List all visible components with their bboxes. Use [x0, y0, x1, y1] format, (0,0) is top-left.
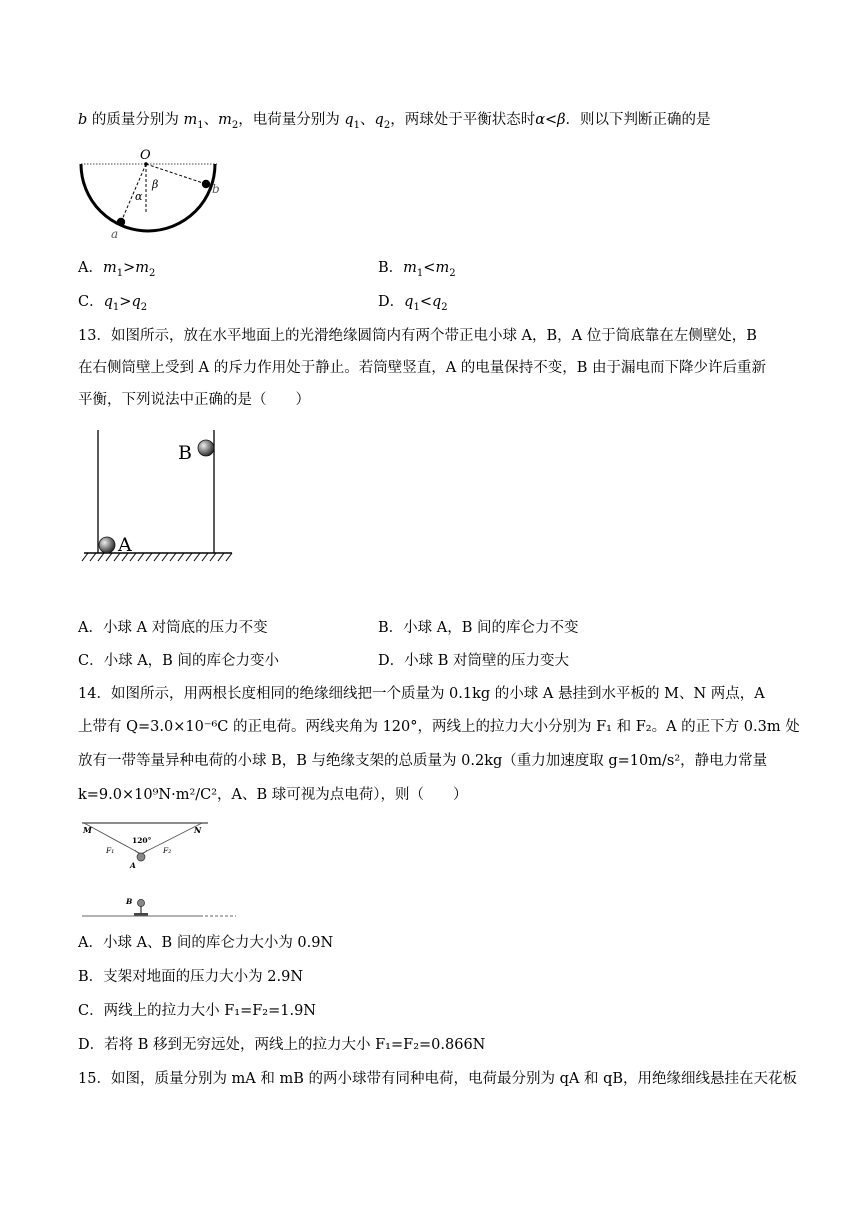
q14-stem-line2: 上带有 Q=3.0×10⁻⁶C 的正电荷。两线夹角为 120°，两线上的拉力大小分别为 F₁ 和 F₂。A 的正下方 0.3m 处 — [78, 719, 800, 735]
q12-option-b-op: < — [423, 260, 436, 276]
q12-option-b[interactable] — [378, 258, 456, 278]
q12-label-b: b — [212, 182, 220, 196]
q12-stem-sep2: 、 — [360, 112, 375, 128]
q12-label-beta: β — [152, 178, 159, 191]
q12-option-b-rsub: 2 — [449, 267, 456, 279]
q14-label-n: N — [194, 825, 202, 835]
q12-option-a-rsub: 2 — [149, 267, 156, 279]
q14-stem-line4: k=9.0×10⁹N·m²/C²，A、B 球可视为点电荷），则（ ） — [78, 787, 468, 803]
q12-option-b-lhs: m — [403, 260, 417, 276]
q15-stem-line1: 15．如图，质量分别为 mA 和 mB 的两小球带有同种电荷，电荷最分别为 qA 和 qB，用绝缘细线悬挂在天花板 — [78, 1071, 798, 1087]
q12-bowl — [81, 164, 215, 231]
q12-ball-b — [202, 180, 210, 188]
q14-option-c[interactable]: C．两线上的拉力大小 F₁=F₂=1.9N — [78, 1003, 316, 1019]
q13-stem-line2: 在右侧筒壁上受到 A 的斥力作用处于静止。若筒壁竖直，A 的电量保持不变，B 由于漏电而下降少许后重新 — [78, 360, 767, 376]
q12-stem-text4: ．则以下判断正确的是 — [565, 112, 711, 128]
q12-option-d-letter: D． — [378, 294, 405, 310]
q12-option-a-letter: A． — [78, 260, 103, 276]
q12-option-d-lhs: q — [404, 294, 414, 310]
q12-stem: b 的质量分别为 $m_1$、$m_2$，电荷量分别为 $q_1$、$q_2$，两球处于平衡状态时α<β．则以下判断正确的是 — [78, 112, 711, 131]
q12-option-b-rhs: m — [435, 260, 450, 276]
q14-stem-line3: 放有一带等量异种电荷的小球 B，B 与绝缘支架的总质量为 0.2kg（重力加速度取 g=10m/s²，静电力常量 — [78, 753, 768, 769]
q12-option-d-rsub: 2 — [441, 301, 448, 313]
q14-label-m: M — [83, 825, 92, 835]
q13-figure — [80, 428, 240, 568]
q14-option-d[interactable]: D．若将 B 移到无穷远处，两线上的拉力大小 F₁=F₂=0.866N — [78, 1037, 486, 1053]
q12-option-a-op: > — [123, 260, 136, 276]
q12-option-d-rhs: q — [431, 294, 442, 310]
q12-stem-q2: q — [374, 112, 384, 128]
q13-ground-hatch — [82, 553, 232, 561]
q14-ball-a — [137, 853, 145, 861]
q12-option-d-op: < — [419, 294, 432, 310]
q12-option-a-rhs: m — [135, 260, 150, 276]
q12-ball-a — [117, 218, 125, 226]
q13-ball-a — [99, 537, 115, 553]
q14-option-b[interactable]: B．支架对地面的压力大小为 2.9N — [78, 969, 304, 985]
q12-option-c-letter: C． — [78, 294, 104, 310]
q13-option-d[interactable]: D．小球 B 对筒壁的压力变大 — [378, 653, 569, 669]
q13-stem-line1: 13．如图所示，放在水平地面上的光滑绝缘圆筒内有两个带正电小球 A，B，A 位于筒底靠在左侧壁处，B — [78, 328, 757, 344]
q14-label-b: B — [126, 897, 133, 906]
q12-stem-condition: α<β — [535, 112, 566, 128]
q12-option-c-lsub: 1 — [112, 301, 120, 313]
q14-label-angle: 120° — [132, 836, 152, 845]
q12-option-a-lsub: 1 — [116, 267, 124, 279]
q14-label-f1: F₁ — [106, 846, 115, 855]
q14-stem-line1: 14．如图所示，用两根长度相同的绝缘细线把一个质量为 0.1kg 的小球 A 悬挂到水平板的 M、N 两点，A — [78, 686, 765, 702]
q12-option-d[interactable] — [378, 292, 448, 312]
q13-ball-b — [198, 440, 214, 456]
q12-label-o: O — [140, 148, 151, 163]
q12-stem-text1: 的质量分别为 — [87, 112, 184, 128]
q12-stem-text3: ，两球处于平衡状态时 — [390, 112, 536, 128]
q12-option-c-rhs: q — [131, 294, 141, 310]
q12-option-a-lhs: m — [102, 260, 117, 276]
q14-label-f2: F₂ — [163, 846, 172, 855]
q12-stem-text2: ，电荷量分别为 — [238, 112, 345, 128]
q12-label-alpha: α — [135, 190, 143, 203]
q12-stem-m2: m — [218, 112, 232, 128]
q13-label-b: B — [178, 442, 192, 464]
q12-stem-q1: q — [344, 112, 354, 128]
q12-option-b-letter: B． — [378, 260, 404, 276]
q14-ball-b — [137, 899, 144, 906]
q12-stem-b: b — [78, 112, 88, 128]
q14-option-a[interactable]: A．小球 A、B 间的库仑力大小为 0.9N — [78, 935, 334, 951]
q12-option-d-lsub: 1 — [413, 301, 420, 313]
q12-option-a[interactable] — [78, 258, 155, 278]
q12-option-b-lsub: 1 — [416, 267, 424, 279]
q13-stem-line3: 平衡，下列说法中正确的是（ ） — [78, 392, 310, 408]
q13-label-a: A — [118, 534, 132, 556]
q12-label-a: a — [111, 227, 119, 241]
q12-option-c-lhs: q — [103, 294, 113, 310]
q13-option-b[interactable]: B．小球 A，B 间的库仑力不变 — [378, 620, 579, 636]
q12-option-c-rsub: 2 — [140, 301, 148, 313]
q12-stem-sep1: 、 — [203, 112, 219, 128]
q13-option-c[interactable]: C．小球 A，B 间的库仑力变小 — [78, 653, 279, 669]
q12-option-c-op: > — [119, 294, 132, 310]
q12-option-c[interactable] — [78, 292, 147, 312]
q13-option-a[interactable]: A．小球 A 对筒底的压力不变 — [78, 620, 268, 636]
q14-label-a: A — [130, 861, 136, 870]
q12-stem-m1: m — [183, 112, 198, 128]
q14-figure — [80, 820, 240, 920]
q12-figure — [78, 148, 220, 241]
